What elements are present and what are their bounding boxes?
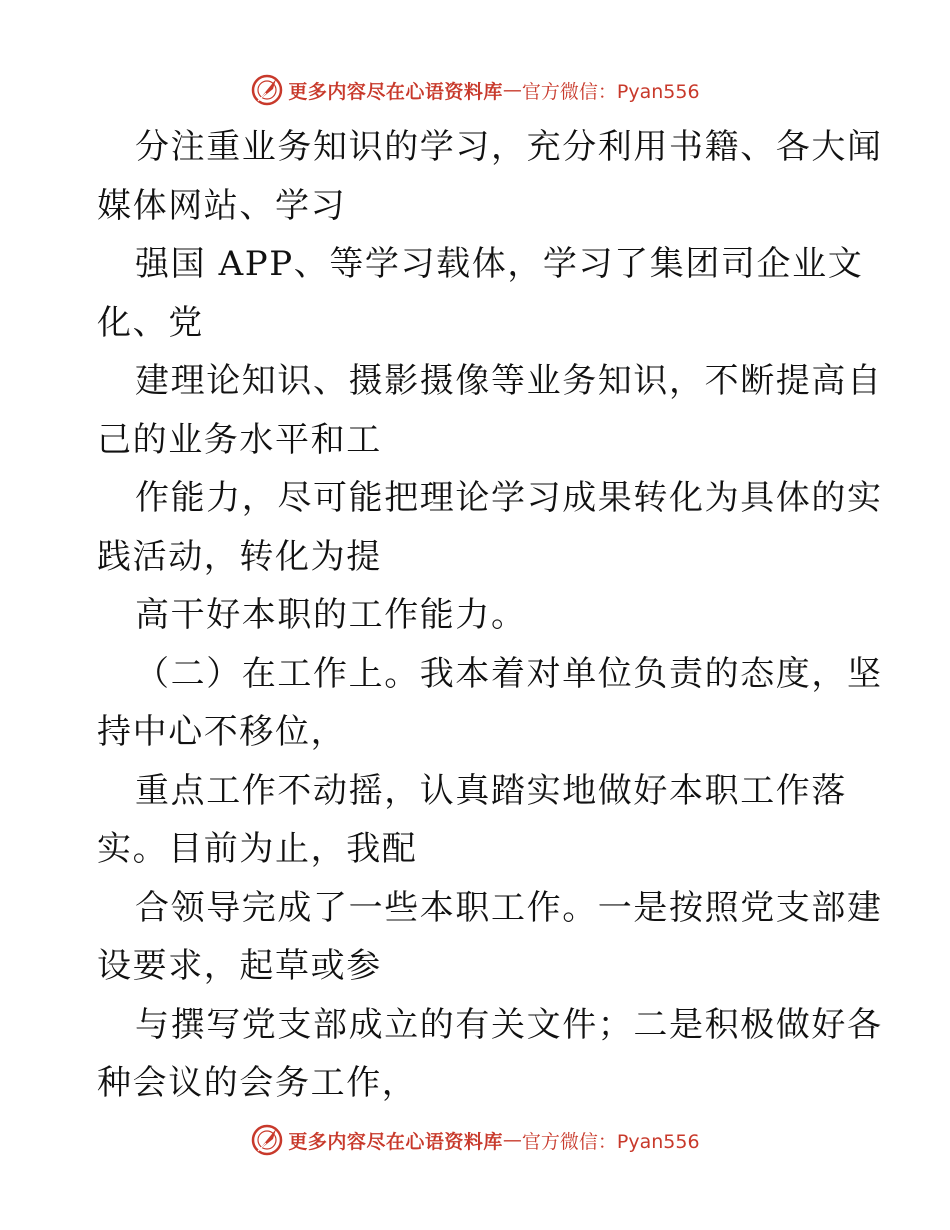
header-brand-text: 更多内容尽在心语资料库 xyxy=(288,80,503,103)
body-line: 分注重业务知识的学习，充分利用书籍、各大闻 xyxy=(135,127,883,167)
body-line: 合领导完成了一些本职工作。一是按照党支部建 xyxy=(135,887,883,928)
body-line: 持中心不移位， xyxy=(97,712,347,752)
body-line: 践活动，转化为提 xyxy=(97,536,382,577)
document-body xyxy=(97,118,883,1113)
body-line: 己的业务水平和工 xyxy=(97,419,382,460)
footer-brand-text: 更多内容尽在心语资料库 xyxy=(288,1130,503,1153)
body-line: 重点工作不动摇，认真踏实地做好本职工作落 xyxy=(135,770,847,811)
body-line: 高干好本职的工作能力。 xyxy=(135,595,527,635)
body-line: 作能力，尽可能把理论学习成果转化为具体的实 xyxy=(135,478,883,518)
body-line: 建理论知识、摄影摄像等业务知识，不断提高自 xyxy=(135,361,883,401)
body-line: 与撰写党支部成立的有关文件；二是积极做好各 xyxy=(135,1004,883,1045)
body-line: 化、党 xyxy=(97,302,204,343)
footer-separator: — xyxy=(502,1129,522,1151)
footer-banner xyxy=(0,1118,950,1162)
quill-pen-logo-icon xyxy=(250,73,284,107)
body-line: 强国 APP、等学习载体，学习了集团司企业文 xyxy=(135,244,864,284)
header-banner xyxy=(0,68,950,112)
header-contact-text: 官方微信：Pyan556 xyxy=(521,80,700,103)
body-line: 种会议的会务工作， xyxy=(97,1063,418,1103)
quill-pen-logo-icon xyxy=(250,1123,284,1157)
body-line: 设要求，起草或参 xyxy=(97,946,382,986)
footer-contact-text: 官方微信：Pyan556 xyxy=(521,1130,700,1153)
body-line: 媒体网站、学习 xyxy=(97,185,347,226)
header-separator: — xyxy=(502,79,522,101)
body-line: 实。目前为止，我配 xyxy=(97,829,418,869)
body-line: （二）在工作上。我本着对单位负责的态度，坚 xyxy=(135,653,883,694)
